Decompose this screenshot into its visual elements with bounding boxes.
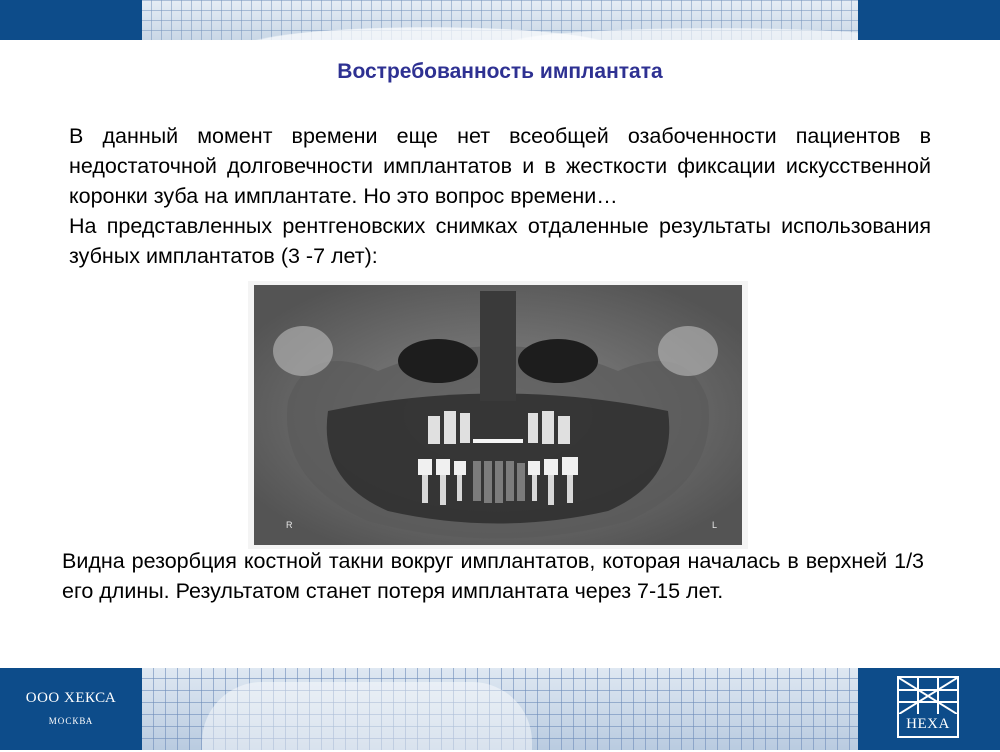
xray-marker-right: R — [286, 520, 293, 530]
caption-text: Видна резорбция костной такни вокруг имплантатов, которая началась в верхней 1/3 его длины. Результатом станет потеря имплантата через 7-15 лет. — [62, 549, 924, 603]
company-name: ООО ХЕКСА — [25, 690, 117, 706]
paragraph-intro: В данный момент времени еще нет всеобщей озабоченности пациентов в недостаточной долговечности имплантатов и в жесткости фиксации искусственной коронки зуба на имплантате. Но это вопрос времени… — [69, 124, 931, 208]
header-mesh-decoration — [142, 0, 858, 40]
panoramic-xray-image — [248, 281, 748, 549]
xray-marker-left: L — [712, 520, 718, 530]
logo-grid-icon — [899, 678, 957, 714]
hexa-logo — [897, 676, 959, 738]
logo-text: HEXA — [906, 716, 950, 732]
company-city: МОСКВА — [48, 716, 94, 726]
paragraph-xray-intro: На представленных рентгеновских снимках отдаленные результаты использования зубных имплантатов (3 -7 лет): — [69, 214, 931, 268]
slide-title: Востребованность имплантата — [337, 60, 663, 83]
footer-mesh-decoration — [142, 668, 858, 750]
